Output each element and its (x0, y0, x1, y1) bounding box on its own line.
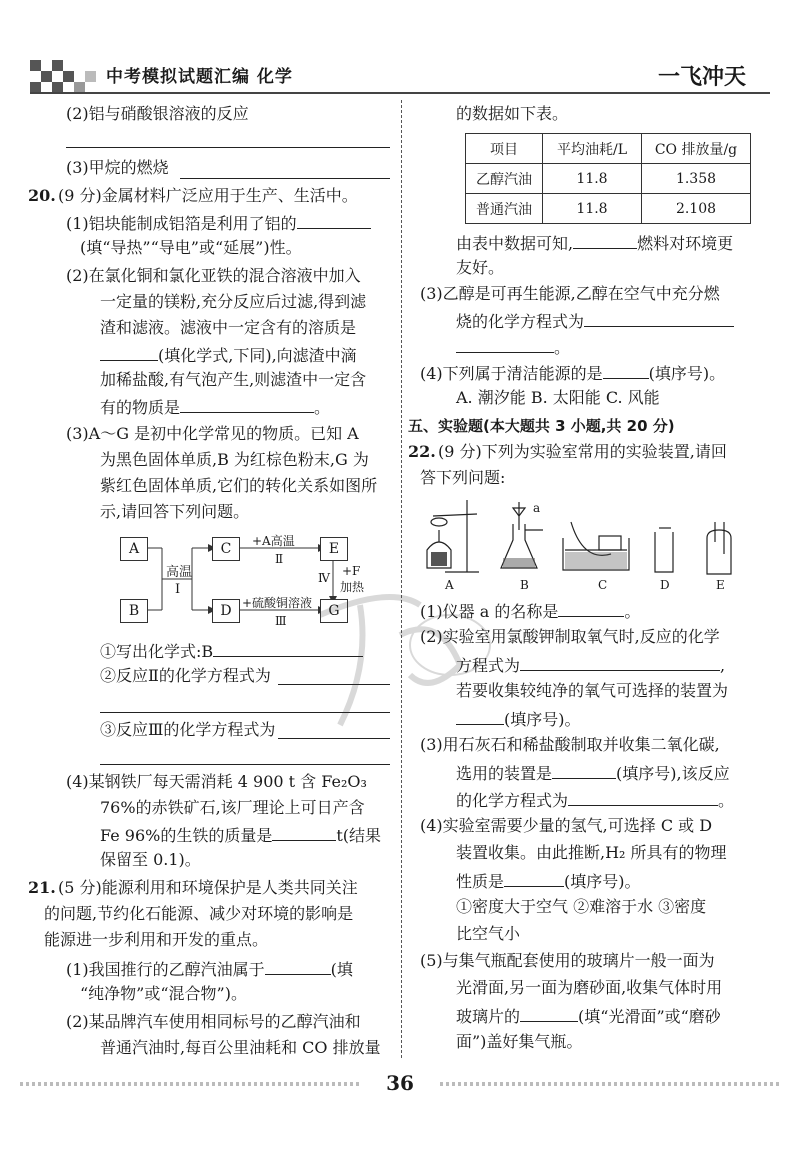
label-reaction3: +硫酸铜溶液 (242, 596, 313, 610)
q20-stem: (9 分)金属材料广泛应用于生产、生活中。 (58, 186, 358, 205)
section-heading: 五、实验题(本大题共 3 小题,共 20 分) (408, 417, 675, 435)
q20-p4-line1: (4)某钢铁厂每天需消耗 4 900 t 含 Fe₂O₃ (66, 772, 367, 791)
node-G: G (320, 599, 348, 623)
q20-p4-line4: 保留至 0.1)。 (100, 850, 201, 869)
q22-p4-line2: 装置收集。由此推断,H₂ 所具有的物理 (456, 843, 727, 862)
q20-p3-line3: 紫红色固体单质,它们的转化关系如图所 (100, 476, 378, 495)
q22-stem-line2: 答下列问题: (420, 468, 506, 487)
q22-p2-line2: 方程式为 , (456, 656, 726, 675)
label-II: Ⅱ (275, 552, 284, 566)
q22-p5-line2: 光滑面,另一面为磨砂面,收集气体时用 (456, 978, 723, 997)
label-reaction4-b: 加热 (340, 580, 365, 594)
q22-p2-line4: (填序号)。 (456, 708, 581, 730)
q22-p4-options: ①密度大于空气 ②难溶于水 ③密度 (456, 897, 707, 916)
table-cell: 11.8 (543, 194, 642, 224)
q20-c1: ①写出化学式:B (100, 640, 363, 662)
header-title: 中考模拟试题汇编 化学 (106, 67, 293, 87)
fuel-data-table (465, 133, 751, 224)
apparatus-label-D: D (660, 578, 670, 592)
q20-number: 20. (28, 186, 56, 205)
q20-p2-line3: 渣和滤液。滤液中一定含有的溶质是 (100, 318, 357, 337)
label-IV: Ⅳ (318, 571, 330, 585)
header-brand: 一飞冲天 (658, 65, 747, 90)
header-rule (30, 92, 770, 94)
q20-c3: ③反应Ⅲ的化学方程式为 (100, 720, 276, 739)
q21-p4-line1: (4)下列属于清洁能源的是 (填序号)。 (420, 364, 726, 383)
q21-p2-line1: (2)某品牌汽车使用相同标号的乙醇汽油和 (66, 1012, 361, 1031)
q21-stem-line1: (5 分)能源利用和环境保护是人类共同关注 (58, 878, 358, 897)
q22-p4-line3: 性质是 (填序号)。 (456, 872, 641, 891)
table-header-row (466, 134, 751, 164)
answer-blank (66, 147, 390, 148)
q21-p4-options: A. 潮汐能 B. 太阳能 C. 风能 (456, 388, 660, 407)
q21-conclusion-line2: 友好。 (456, 258, 505, 277)
q21-stem-line2: 的问题,节约化石能源、减少对环境的影响是 (44, 904, 354, 923)
watermark-logo (300, 575, 520, 745)
q20-c2: ②反应Ⅱ的化学方程式为 (100, 666, 271, 685)
q19-part2: (2)铝与硝酸银溶液的反应 (66, 104, 249, 123)
table-cell: 2.108 (642, 194, 751, 224)
table-row (466, 164, 751, 194)
q21-table-lead: 的数据如下表。 (456, 104, 569, 123)
answer-blank (180, 178, 390, 179)
q19-part3: (3)甲烷的燃烧 (66, 158, 169, 177)
q21-p3-line3: 。 (456, 336, 570, 358)
q20-p2-line6: 有的物质是 。 (100, 398, 331, 417)
table-header-cell: 项目 (466, 134, 543, 164)
q22-p5-line3: 玻璃片的 (填“光滑面”或“磨砂 (456, 1007, 721, 1026)
table-cell: 乙醇汽油 (466, 164, 543, 194)
q22-p3-line3: 的化学方程式为 。 (456, 791, 735, 810)
q20-p1-line1: (1)铝块能制成铝箔是利用了铝的 (66, 212, 371, 234)
node-C: C (212, 537, 240, 561)
q20-p3-line4: 示,请回答下列问题。 (100, 502, 250, 521)
q22-number: 22. (408, 442, 436, 461)
table-row (466, 194, 751, 224)
q21-p3-line2: 烧的化学方程式为 (456, 310, 734, 332)
q21-p2-line2: 普通汽油时,每百公里油耗和 CO 排放量 (100, 1038, 381, 1057)
q22-p3-line1: (3)用石灰石和稀盐酸制取并收集二氧化碳, (420, 735, 720, 754)
table-cell: 1.358 (642, 164, 751, 194)
q20-p2-line5: 加稀盐酸,有气泡产生,则滤渣中一定含 (100, 370, 367, 389)
apparatus-part-a-label: a (533, 501, 541, 515)
apparatus-label-B: B (520, 578, 529, 592)
q22-p1: (1)仪器 a 的名称是 。 (420, 602, 641, 621)
label-gaowen: 高温 (166, 565, 193, 580)
q22-p4-line1: (4)实验室需要少量的氢气,可选择 C 或 D (420, 816, 713, 835)
q22-p2-line1: (2)实验室用氯酸钾制取氧气时,反应的化学 (420, 627, 720, 646)
node-D: D (212, 599, 240, 623)
q22-p3-line2: 选用的装置是 (填序号),该反应 (456, 764, 730, 783)
q20-p1-line2: (填“导热”“导电”或“延展”)性。 (80, 238, 302, 257)
table-header-cell: CO 排放量/g (642, 134, 751, 164)
node-B: B (120, 599, 148, 623)
table-cell: 普通汽油 (466, 194, 543, 224)
q20-p3-line2: 为黑色固体单质,B 为红棕色粉末,G 为 (100, 450, 369, 469)
q21-conclusion-line1: 由表中数据可知, 燃料对环境更 (456, 234, 734, 253)
header-checker-decoration (30, 60, 96, 94)
label-I: Ⅰ (175, 582, 181, 597)
q22-stem-line1: (9 分)下列为实验室常用的实验装置,请回 (438, 442, 727, 461)
q20-p2-line1: (2)在氯化铜和氯化亚铁的混合溶液中加入 (66, 266, 361, 285)
q21-p1-line1: (1)我国推行的乙醇汽油属于 (填 (66, 960, 353, 979)
q21-stem-line3: 能源进一步利用和开发的重点。 (44, 930, 269, 949)
apparatus-label-C: C (598, 578, 608, 592)
label-reaction2: +A高温 (252, 534, 295, 548)
q21-number: 21. (28, 878, 56, 897)
q20-p2-line2: 一定量的镁粉,充分反应后过滤,得到滤 (100, 292, 367, 311)
apparatus-label-A: A (445, 578, 454, 592)
q20-p2-line4: (填化学式,下同),向滤渣中滴 (100, 344, 357, 366)
q20-p4-line3: Fe 96%的生铁的质量是 t(结果 (100, 826, 382, 845)
label-reaction4-a: +F (342, 564, 361, 578)
q22-p5-line1: (5)与集气瓶配套使用的玻璃片一般一面为 (420, 951, 715, 970)
apparatus-illustration (415, 494, 755, 586)
table-cell: 11.8 (543, 164, 642, 194)
q21-p1-line2: “纯净物”或“混合物”)。 (80, 984, 247, 1003)
node-E: E (320, 537, 348, 561)
page-number: 36 (386, 1071, 414, 1095)
q21-p3-line1: (3)乙醇是可再生能源,乙醇在空气中充分燃 (420, 284, 720, 303)
node-A: A (120, 537, 148, 561)
q22-p2-line3: 若要收集较纯净的氧气可选择的装置为 (456, 681, 729, 700)
q20-p4-line2: 76%的赤铁矿石,该厂理论上可日产含 (100, 798, 365, 817)
table-header-cell: 平均油耗/L (543, 134, 642, 164)
answer-blank (100, 764, 390, 765)
q22-p4-options-cont: 比空气小 (456, 924, 521, 943)
q20-p3-line1: (3)A～G 是初中化学常见的物质。已知 A (66, 424, 359, 443)
q22-p5-line4: 面”)盖好集气瓶。 (456, 1032, 583, 1051)
apparatus-label-E: E (716, 578, 725, 592)
label-III: Ⅲ (275, 614, 287, 628)
